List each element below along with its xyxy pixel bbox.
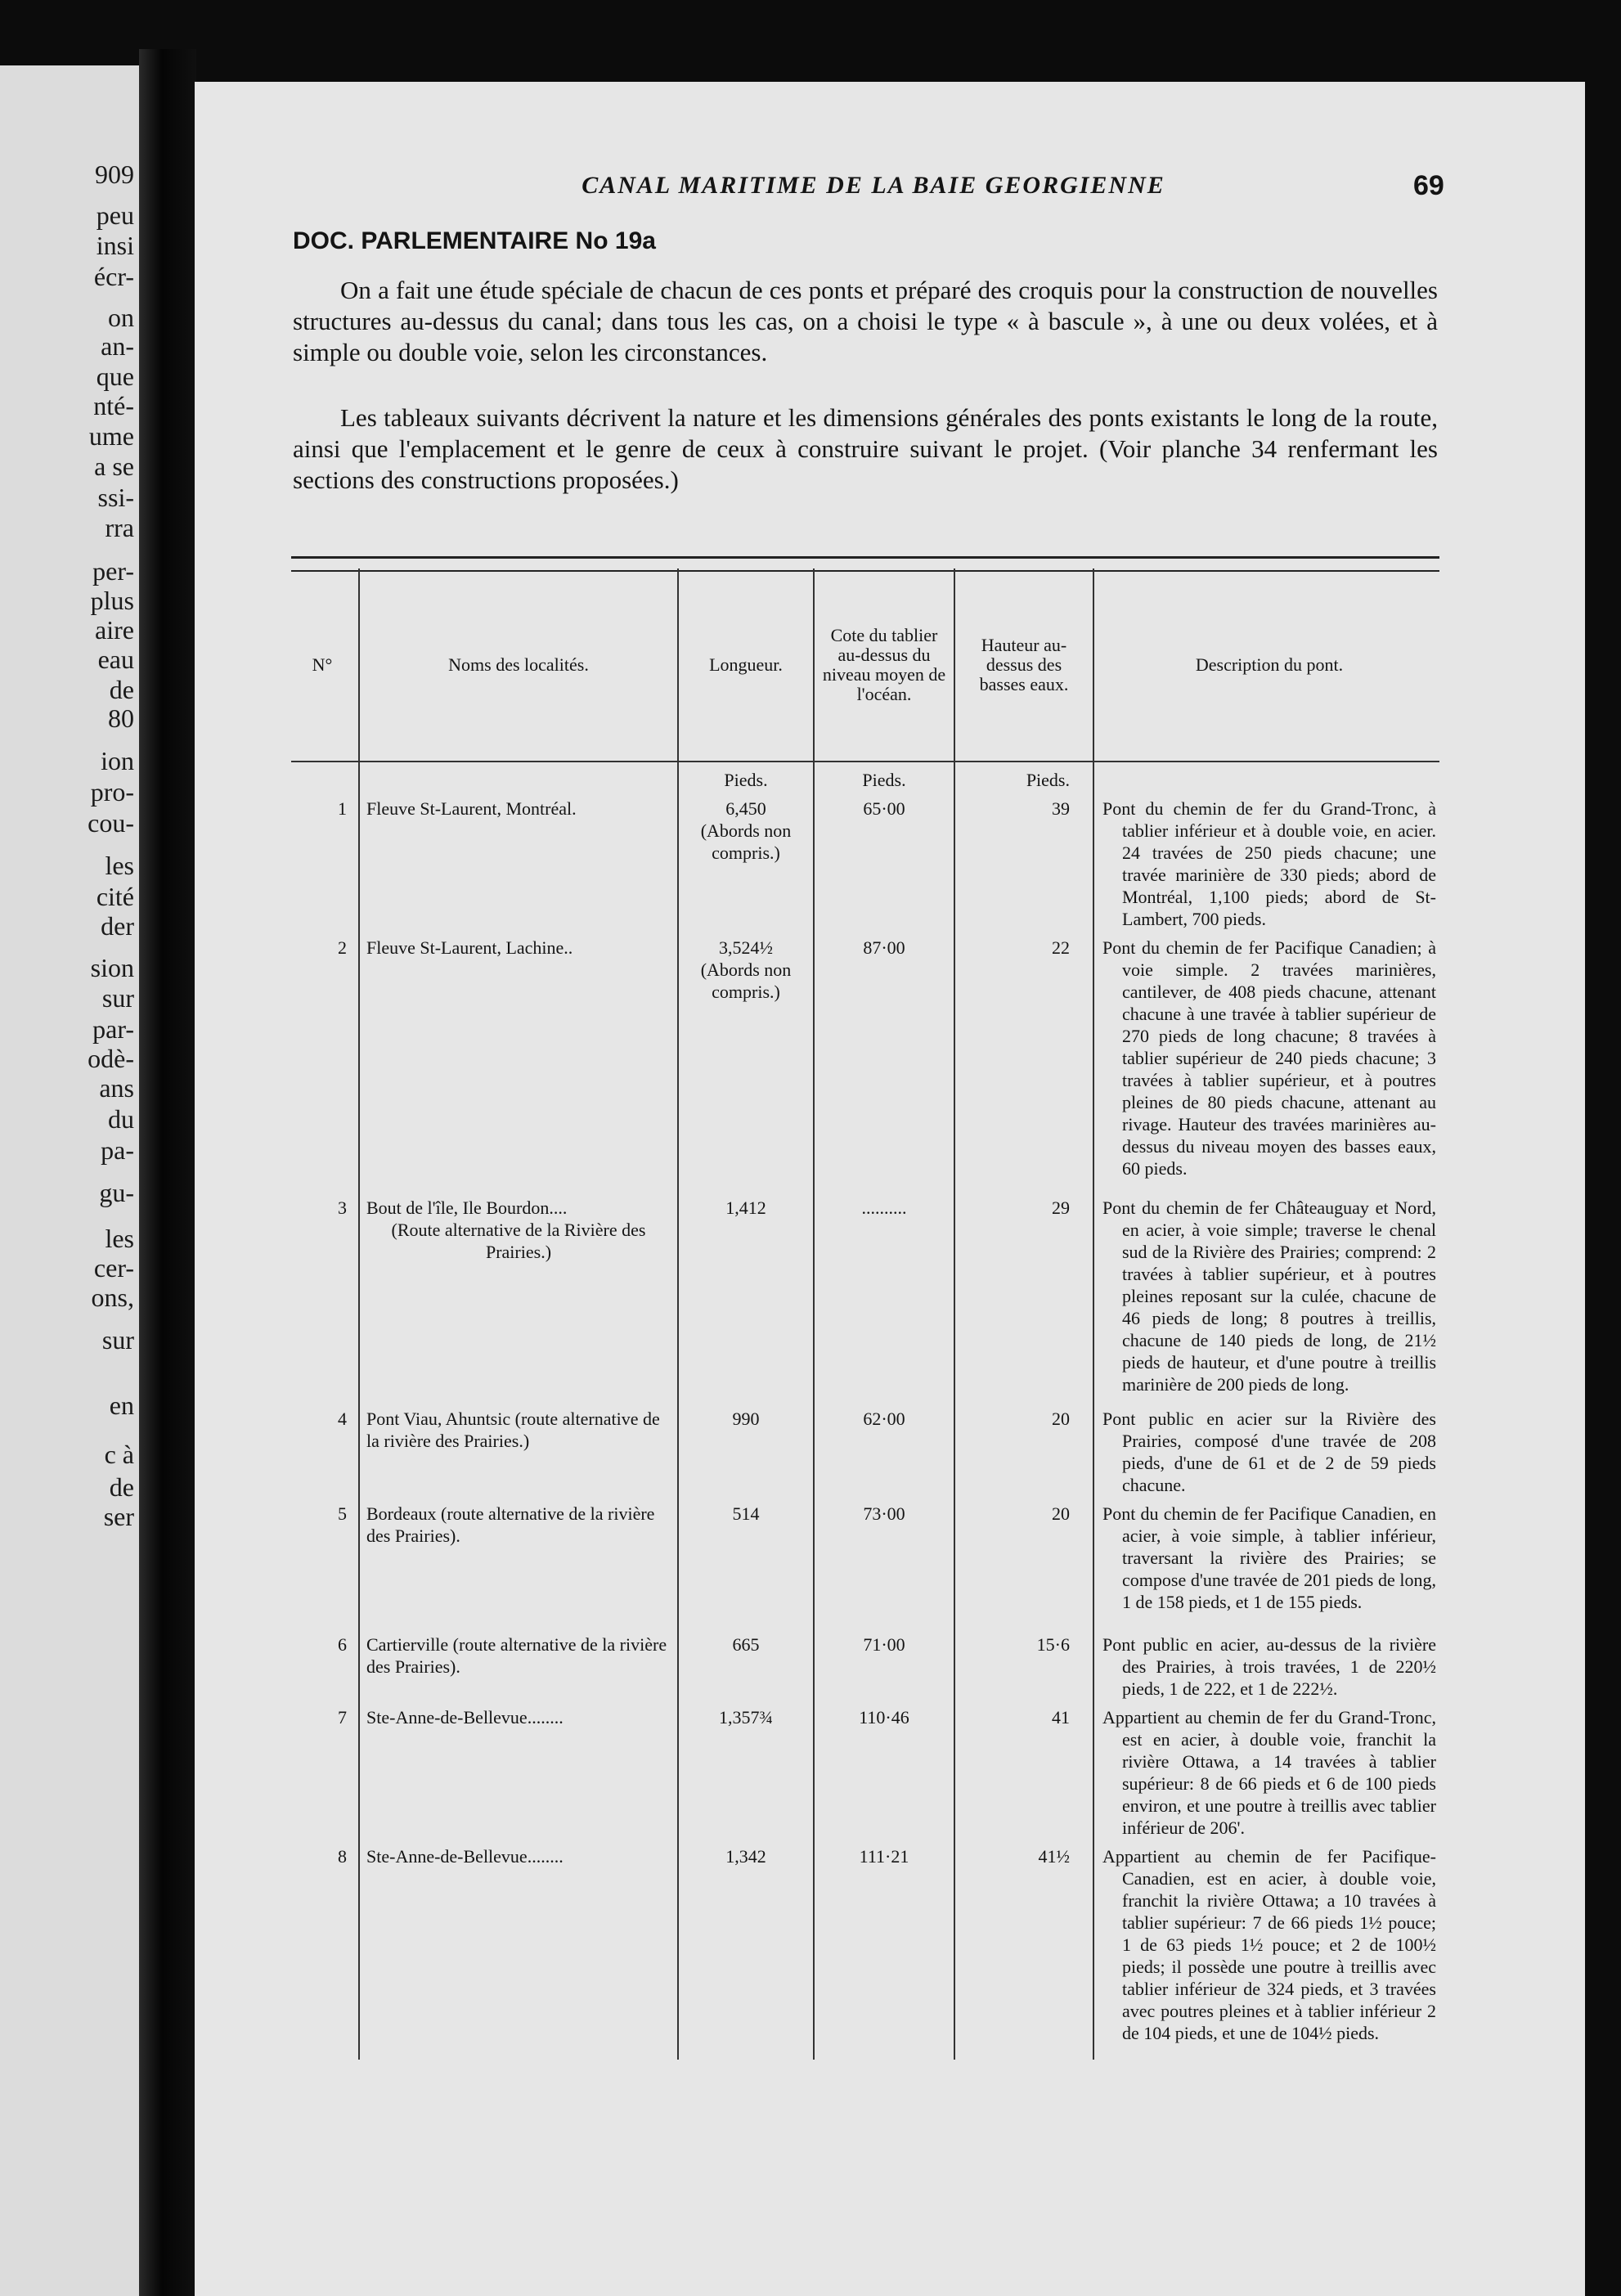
header-hauteur: Hauteur au-dessus des basses eaux.	[954, 568, 1093, 762]
previous-page-line: du	[108, 1104, 134, 1134]
units-row	[291, 762, 1439, 791]
longueur-value: 1,357¾	[719, 1707, 773, 1728]
previous-page-line: ssi-	[97, 483, 134, 512]
row-number: 7	[338, 1707, 347, 1728]
previous-page-line: sur	[101, 983, 134, 1013]
row-description	[1093, 1190, 1439, 1401]
bridges-table	[291, 568, 1439, 2060]
previous-page-line: ume	[88, 421, 134, 451]
description-text: Pont du chemin de fer Pacifique Canadien, en acier, à voie simple, à tablier inférieur, traversant la rivière des Prairies; se compose d'une travée de 201 pieds de long, 1 de 158 pieds, et 1 de 155 pieds.	[1102, 1503, 1436, 1612]
description-text: Pont du chemin de fer du Grand-Tronc, à tablier inférieur et à double voie, en acier. 24 travées de 250 pieds chacune; une travée marinière de 330 pieds; abord de Montréal, 1,100 pieds; abord de St-Lambert, 700 pieds.	[1102, 798, 1436, 929]
row-hauteur: 20	[954, 1401, 1093, 1496]
row-number: 1	[338, 798, 347, 819]
longueur-value: 990	[732, 1409, 760, 1429]
row-description	[1093, 1839, 1439, 2060]
row-cote: 87·00	[814, 930, 954, 1190]
header-localites: Noms des localités.	[359, 568, 678, 762]
row-longueur	[678, 791, 814, 930]
row-localite	[359, 791, 678, 930]
row-localite	[359, 1401, 678, 1496]
previous-page-line: cité	[96, 882, 134, 911]
localite-name: Cartierville (route alternative de la rivière des Prairies).	[366, 1634, 667, 1677]
row-longueur	[678, 1627, 814, 1700]
row-localite	[359, 930, 678, 1190]
row-localite	[359, 1496, 678, 1627]
localite-name: Bout de l'île, Ile Bourdon....	[366, 1197, 568, 1218]
previous-page-line: gu-	[99, 1178, 134, 1207]
previous-page-line: les	[105, 1224, 134, 1253]
row-hauteur: 41½	[954, 1839, 1093, 2060]
previous-page-line: an-	[101, 331, 134, 361]
previous-page-line: ser	[103, 1502, 134, 1531]
row-cote: 73·00	[814, 1496, 954, 1627]
description-text: Appartient au chemin de fer du Grand-Tronc, est en acier, à double voie, franchit la rivière Ottawa, a 14 travées à tablier supérieur: 8 de 66 pieds et 6 de 100 pieds environ, et une poutre à treillis avec tablier inférieur de 206'.	[1102, 1707, 1436, 1838]
row-cote: 62·00	[814, 1401, 954, 1496]
row-description	[1093, 791, 1439, 930]
previous-page-line: der	[101, 911, 134, 941]
header-description: Description du pont.	[1093, 568, 1439, 762]
row-hauteur: 41	[954, 1700, 1093, 1839]
previous-page-line: a se	[94, 452, 134, 481]
previous-page-line: odè-	[88, 1044, 134, 1073]
previous-page-line: sion	[90, 953, 134, 982]
previous-page-line: plus	[90, 586, 134, 615]
row-description	[1093, 1700, 1439, 1839]
row-localite	[359, 1700, 678, 1839]
previous-page-line: ion	[101, 746, 134, 775]
row-hauteur: 29	[954, 1190, 1093, 1401]
localite-name: Pont Viau, Ahuntsic (route alternative de la rivière des Prairies.)	[366, 1409, 660, 1451]
previous-page-line: aire	[95, 615, 134, 645]
row-cote: 65·00	[814, 791, 954, 930]
previous-page-line: nté-	[93, 391, 134, 420]
body-paragraph-2: Les tableaux suivants décrivent la nature et les dimensions générales des ponts existants le long de la route, ainsi que l'emplacement et le genre de ceux à construire suivant le projet. (Voir planche 34 renfermant les sections des constructions proposées.)	[293, 403, 1438, 494]
table-row	[291, 1401, 1439, 1496]
previous-page-line: par-	[92, 1014, 134, 1044]
row-hauteur: 22	[954, 930, 1093, 1190]
previous-page-line: de	[109, 675, 134, 704]
running-title: CANAL MARITIME DE LA BAIE GEORGIENNE	[581, 172, 1165, 199]
longueur-value: 514	[732, 1503, 760, 1524]
previous-page-line: c à	[104, 1440, 134, 1469]
previous-page-line: ons,	[91, 1283, 134, 1312]
table-body	[291, 762, 1439, 2060]
table-row	[291, 1496, 1439, 1627]
localite-name: Ste-Anne-de-Bellevue........	[366, 1707, 564, 1728]
previous-page-line: cer-	[93, 1253, 134, 1283]
row-hauteur: 39	[954, 791, 1093, 930]
previous-page-line: insi	[96, 231, 134, 260]
previous-page-line: ans	[99, 1073, 134, 1103]
table-header-row	[291, 568, 1439, 762]
table-row	[291, 930, 1439, 1190]
header-longueur: Longueur.	[678, 568, 814, 762]
previous-page-line: on	[108, 303, 134, 332]
row-hauteur: 20	[954, 1496, 1093, 1627]
previous-page-line: pro-	[90, 777, 134, 807]
longueur-value: 1,342	[725, 1846, 766, 1867]
previous-page-line: en	[109, 1391, 134, 1420]
row-description	[1093, 1627, 1439, 1700]
row-longueur	[678, 1401, 814, 1496]
row-description	[1093, 1401, 1439, 1496]
previous-page-line: écr-	[93, 262, 134, 291]
description-text: Pont public en acier sur la Rivière des Prairies, composé d'une travée de 208 pieds, d'une de 61 et de 2 de 59 pieds chacune.	[1102, 1409, 1436, 1495]
table-row	[291, 1700, 1439, 1839]
page-number: 69	[1413, 170, 1444, 201]
body-paragraph-1: On a fait une étude spéciale de chacun de ces ponts et préparé des croquis pour la construction de nouvelles structures au-dessus du canal; dans tous les cas, on a choisi le type « à bascule », à une ou deux volées, et à simple ou double voie, selon les circonstances.	[293, 276, 1438, 366]
row-cote: 111·21	[814, 1839, 954, 2060]
table-row	[291, 791, 1439, 930]
row-localite	[359, 1627, 678, 1700]
previous-page-line: rra	[105, 513, 134, 542]
row-longueur	[678, 1839, 814, 2060]
previous-page-line: que	[96, 362, 134, 391]
document-page	[195, 82, 1585, 2296]
longueur-value: 665	[732, 1634, 760, 1655]
row-number: 3	[338, 1197, 347, 1218]
book-gutter	[139, 49, 196, 2296]
previous-page-line: pa-	[101, 1135, 134, 1165]
table-row	[291, 1190, 1439, 1401]
unit-cote: Pieds.	[814, 762, 954, 791]
previous-page-line: per-	[92, 556, 134, 586]
row-cote: 110·46	[814, 1700, 954, 1839]
table-row	[291, 1839, 1439, 2060]
longueur-value: 1,412	[725, 1197, 766, 1218]
header-no: N°	[291, 568, 359, 762]
row-longueur	[678, 1496, 814, 1627]
row-longueur	[678, 1700, 814, 1839]
longueur-value: 3,524½	[719, 937, 773, 958]
row-number: 2	[338, 937, 347, 958]
previous-page-line: de	[109, 1472, 134, 1502]
localite-note: (Route alternative de la Rivière des Prairies.)	[391, 1220, 646, 1262]
previous-page-line: les	[105, 851, 134, 880]
previous-page-line: peu	[96, 200, 134, 230]
longueur-note: (Abords non compris.)	[700, 959, 792, 1002]
row-number: 4	[338, 1409, 347, 1429]
previous-page-line: eau	[97, 645, 134, 674]
description-text: Pont public en acier, au-dessus de la rivière des Prairies, à trois travées, 1 de 220½ pieds, 1 de 222, et 1 de 222½.	[1102, 1634, 1436, 1699]
row-cote: ..........	[814, 1190, 954, 1401]
row-number: 6	[338, 1634, 347, 1655]
table-row	[291, 1627, 1439, 1700]
previous-page-line: 909	[95, 160, 134, 189]
unit-hauteur: Pieds.	[954, 762, 1093, 791]
previous-page-line: sur	[101, 1325, 134, 1355]
row-longueur	[678, 1190, 814, 1401]
row-longueur	[678, 930, 814, 1190]
localite-name: Ste-Anne-de-Bellevue........	[366, 1846, 564, 1867]
row-hauteur: 15·6	[954, 1627, 1093, 1700]
document-label: DOC. PARLEMENTAIRE No 19a	[293, 227, 656, 254]
row-number: 5	[338, 1503, 347, 1524]
row-localite	[359, 1190, 678, 1401]
localite-name: Fleuve St-Laurent, Lachine..	[366, 937, 573, 958]
description-text: Appartient au chemin de fer Pacifique-Canadien, est en acier, à double voie, franchit la rivière Ottawa; a 10 travées à tablier supérieur: 7 de 66 pieds 1½ pouce; 1 de 63 pieds 1½ pouce; et 2 de 100½ pieds; il possède une poutre à treillis avec tablier inférieur de 324 pieds, et 3 travées avec poutres pleines et à tablier inférieur 2 de 104 pieds, et une de 104½ pieds.	[1102, 1846, 1436, 2043]
localite-name: Bordeaux (route alternative de la rivière des Prairies).	[366, 1503, 655, 1546]
row-description	[1093, 1496, 1439, 1627]
longueur-value: 6,450	[725, 798, 766, 819]
row-localite	[359, 1839, 678, 2060]
header-cote: Cote du tablier au-dessus du niveau moyen de l'océan.	[814, 568, 954, 762]
description-text: Pont du chemin de fer Châteauguay et Nord, en acier, à voie simple; traverse le chenal sud de la Rivière des Prairies; comprend: 2 travées à tablier supérieur, et à poutres pleines reposant sur la culée, chacune de 46 pieds de long; 8 poutres à treillis, chacune de 140 pieds de long, de 21½ pieds de hauteur, et d'une poutre à treillis marinière de 200 pieds de long.	[1102, 1197, 1436, 1395]
row-description	[1093, 930, 1439, 1190]
row-cote: 71·00	[814, 1627, 954, 1700]
description-text: Pont du chemin de fer Pacifique Canadien; à voie simple. 2 travées marinières, cantilever, de 408 pieds chacune, attenant chacune à une travée à tablier supérieur de 270 pieds de long chacune; 8 travées à tablier supérieur de 240 pieds chacune; 3 travées à tablier supérieur, et à poutres pleines de 80 pieds chacune, attenant au rivage. Hauteur des travées marinières au-dessus du niveau moyen des basses eaux, 60 pieds.	[1102, 937, 1436, 1179]
row-number: 8	[338, 1846, 347, 1867]
localite-name: Fleuve St-Laurent, Montréal.	[366, 798, 577, 819]
unit-longueur: Pieds.	[678, 762, 814, 791]
previous-page-line: 80	[108, 703, 134, 733]
previous-page-edge	[0, 65, 139, 2296]
longueur-note: (Abords non compris.)	[700, 820, 792, 863]
previous-page-line: cou-	[88, 808, 134, 838]
